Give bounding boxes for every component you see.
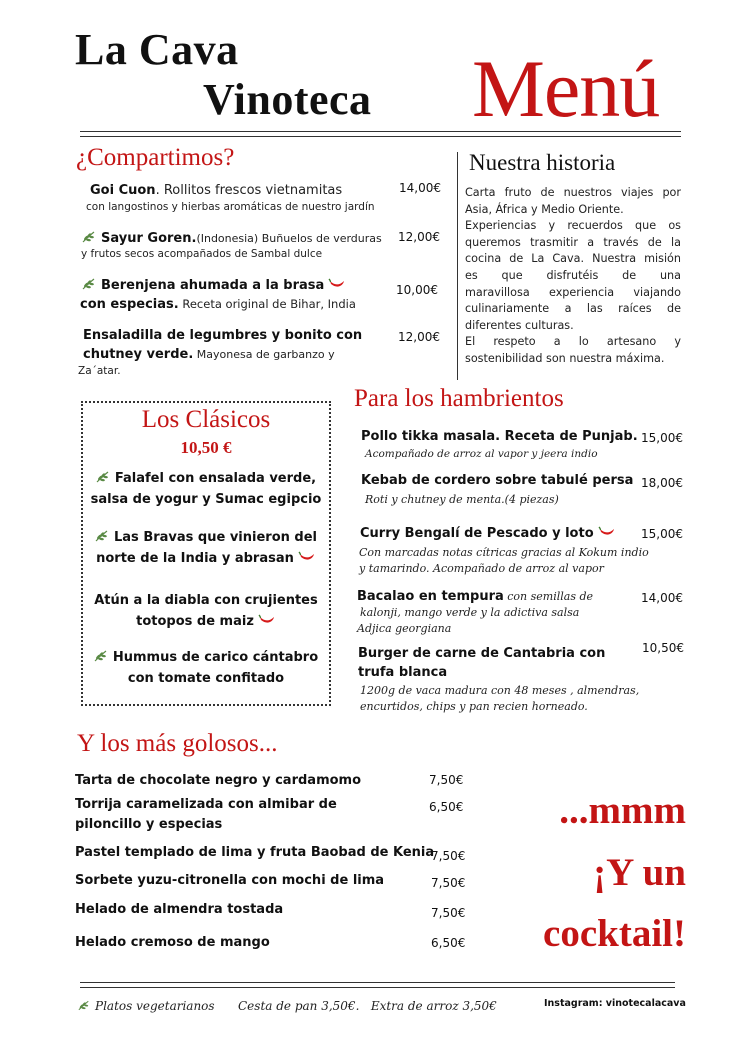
- dessert-price: 7,50€: [431, 876, 466, 890]
- leaf-icon: [82, 230, 96, 242]
- classic-item-falafel: [84, 468, 328, 510]
- share-item-berenjena-line-2: [80, 295, 356, 314]
- dish-name: Curry Bengalí de Pescado y loto: [360, 526, 594, 541]
- dessert-name: Helado de almendra tostada: [75, 902, 284, 917]
- classics-title: Los Clásicos: [141, 406, 271, 433]
- header-divider: [80, 131, 681, 137]
- chili-icon: [258, 612, 276, 624]
- classic-line-1: Atún a la diabla con crujientes: [94, 593, 318, 608]
- dish-description: . Rollitos frescos vietnamitas: [155, 183, 343, 198]
- classic-item-hummus: [84, 647, 328, 689]
- dish-description: (Indonesia) Buñuelos de verduras: [196, 232, 382, 245]
- share-item-goi-cuon: [90, 181, 400, 200]
- dish-price: 12,00€: [398, 330, 440, 344]
- brand-line-1: La Cava: [75, 25, 239, 74]
- cocktail-line-2: ¡Y un: [593, 851, 686, 894]
- story-line: Experiencias y recuerdos que os: [465, 219, 681, 233]
- dish-price: 10,50€: [642, 641, 684, 655]
- brand-line-2: Vinoteca: [203, 75, 372, 124]
- dessert-name: Tarta de chocolate negro y cardamomo: [75, 773, 362, 788]
- classic-item-atun: [84, 590, 328, 632]
- dish-description: Roti y chutney de menta.(4 piezas): [365, 493, 559, 506]
- dessert-price: 7,50€: [429, 773, 464, 787]
- classic-line-2: con tomate confitado: [127, 671, 285, 686]
- dessert-price: 6,50€: [429, 800, 464, 814]
- instagram-handle: Instagram: vinotecalacava: [544, 998, 686, 1009]
- chili-icon: [298, 549, 316, 561]
- dish-name: Ensaladilla de legumbres y bonito con: [83, 328, 363, 343]
- footer-extras: Cesta de pan 3,50€. Extra de arroz 3,50€: [238, 999, 497, 1013]
- story-line: diferentes culturas.: [465, 318, 574, 332]
- dessert-name: Pastel templado de lima y fruta Baobad de Kenia: [75, 845, 435, 860]
- dish-name: Pollo tikka masala. Receta de Punjab.: [361, 429, 638, 444]
- share-item-ensaladilla-line-2: [83, 345, 335, 364]
- share-section-title: ¿Compartimos?: [76, 144, 235, 171]
- dish-description: 1200g de vaca madura con 48 meses , almendras,: [360, 684, 640, 697]
- menu-title: Menú: [472, 43, 660, 134]
- dish-description: Acompañado de arroz al vapor y jeera indio: [365, 448, 598, 460]
- dessert-price: 7,50€: [431, 849, 466, 863]
- story-line: maravillosa experiencia viajando: [465, 285, 681, 299]
- story-line: culinariamente a las raíces de: [465, 302, 681, 316]
- dish-price: 12,00€: [398, 230, 440, 244]
- dish-description-3: Adjica georgiana: [357, 622, 452, 635]
- classic-line-2: salsa de yogur y Sumac egipcio: [90, 492, 322, 507]
- dish-description-2: encurtidos, chips y pan recien horneado.: [360, 700, 588, 713]
- dessert-name: Torrija caramelizada con almibar de: [75, 797, 337, 812]
- dish-description-2: y tamarindo. Acompañado de arroz al vapor: [359, 562, 604, 575]
- dish-name: Kebab de cordero sobre tabulé persa: [361, 473, 634, 488]
- dish-description: Con marcadas notas cítricas gracias al Kokum indio: [359, 546, 649, 559]
- dish-name-2: chutney verde.: [83, 347, 194, 362]
- dessert-price: 6,50€: [431, 936, 466, 950]
- dish-name: Bacalao en tempura: [357, 589, 504, 604]
- dish-description-2: con langostinos y hierbas aromáticas de nuestro jardín: [86, 201, 375, 213]
- story-line: cocina de La Cava. Nuestra misión: [465, 252, 681, 266]
- dessert-price: 7,50€: [431, 906, 466, 920]
- dish-price: 15,00€: [641, 527, 683, 541]
- dish-price: 10,00€: [396, 283, 438, 297]
- leaf-icon: [82, 277, 96, 289]
- story-line: El respeto a lo artesano y: [465, 335, 681, 349]
- dessert-name: Helado cremoso de mango: [75, 935, 270, 950]
- dessert-name-2: piloncillo y especias: [75, 817, 223, 832]
- share-item-sayur-goren: [82, 229, 382, 248]
- story-divider: [457, 152, 458, 380]
- classic-line-1: Falafel con ensalada verde,: [114, 471, 317, 486]
- dish-price: 15,00€: [641, 431, 683, 445]
- hungry-item-bacalao: [357, 587, 593, 606]
- hungry-item-curry: [360, 524, 616, 543]
- story-line: Carta fruto de nuestros viajes por: [465, 186, 681, 199]
- story-title: Nuestra historia: [469, 150, 616, 175]
- chili-icon: [328, 277, 346, 289]
- footer-vegetarian-legend: [78, 997, 215, 1015]
- dish-name: Burger de carne de Cantabria con: [358, 646, 606, 661]
- leaf-icon: [95, 528, 109, 540]
- desserts-section-title: Y los más golosos...: [77, 730, 278, 757]
- dish-description-2: y frutos secos acompañados de Sambal dulce: [81, 248, 323, 260]
- leaf-icon: [78, 998, 90, 1009]
- classic-line-2: totopos de maiz: [136, 614, 254, 629]
- classic-line-2: norte de la India y abrasan: [96, 551, 294, 566]
- chili-icon: [598, 525, 616, 537]
- cocktail-line-3: cocktail!: [543, 912, 686, 955]
- classic-item-bravas: [84, 527, 328, 569]
- dish-price: 14,00€: [641, 591, 683, 605]
- dish-name: Sayur Goren.: [101, 231, 197, 246]
- story-text: [465, 185, 681, 368]
- vegetarian-label: Platos vegetarianos: [95, 999, 215, 1013]
- footer-divider: [80, 982, 675, 988]
- share-item-berenjena: [82, 276, 346, 295]
- hungry-section-title: Para los hambrientos: [354, 385, 564, 412]
- leaf-icon: [96, 469, 110, 481]
- dish-name-2: con especias.: [80, 297, 179, 312]
- story-line: Asia, África y Medio Oriente.: [465, 202, 624, 216]
- dish-description: con semillas de: [503, 590, 594, 603]
- dish-name-2: trufa blanca: [358, 665, 448, 680]
- dish-price: 14,00€: [399, 181, 441, 195]
- classic-line-1: Las Bravas que vinieron del: [114, 530, 317, 545]
- dish-name: Goi Cuon: [90, 183, 156, 198]
- dish-price: 18,00€: [641, 476, 683, 490]
- story-line: sostenibilidad son nuestra máxima.: [465, 351, 665, 365]
- dish-description: Receta original de Bihar, India: [178, 297, 356, 311]
- cocktail-line-1: ...mmm: [559, 789, 686, 832]
- leaf-icon: [94, 648, 108, 660]
- dish-name: Berenjena ahumada a la brasa: [101, 278, 325, 293]
- dessert-name: Sorbete yuzu-citronella con mochi de lima: [75, 873, 385, 888]
- classic-line-1: Hummus de carico cántabro: [112, 650, 319, 665]
- story-line: queremos trasmitir a través de la: [465, 235, 681, 249]
- dish-description-2: kalonji, mango verde y la adictiva salsa: [360, 606, 580, 619]
- dish-description: Mayonesa de garbanzo y: [193, 348, 335, 361]
- classics-price: 10,50 €: [180, 438, 232, 457]
- dish-description-2: Za´atar.: [78, 365, 121, 377]
- story-line: es que disfrutéis de una: [465, 268, 681, 282]
